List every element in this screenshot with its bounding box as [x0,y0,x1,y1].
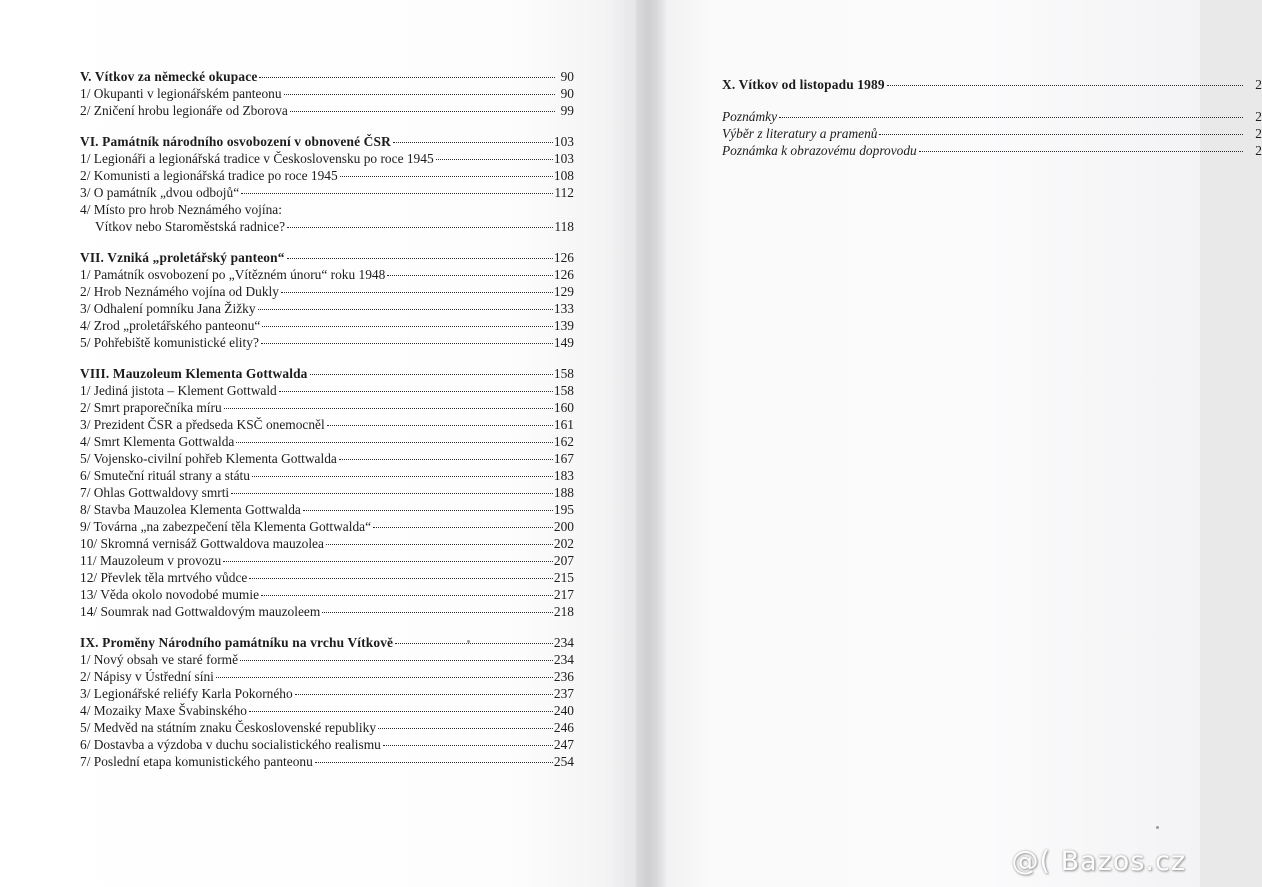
toc-page-number: 240 [553,703,574,718]
dot-leader [249,711,553,712]
toc-entry [80,85,574,102]
toc-entry-title: 6/ Smuteční rituál strany a státu [80,468,250,483]
toc-entry-title: 2/ Smrt praporečníka míru [80,400,222,415]
dot-leader [224,408,553,409]
dot-leader [373,527,553,528]
toc-entry [80,450,574,467]
toc-entry-title: 3/ Legionářské reliéfy Karla Pokorného [80,686,293,701]
toc-page-number: 247 [553,737,574,752]
toc-entry [80,651,574,668]
toc-chapter [80,634,574,651]
toc-page-number: 149 [553,335,574,350]
toc-page-number: 90 [560,69,574,84]
dot-leader [231,493,553,494]
toc-page-number: 129 [553,284,574,299]
toc-entry [80,102,574,119]
toc-entry-title: 11/ Mauzoleum v provozu [80,553,222,568]
toc-page-number: 246 [553,720,574,735]
toc-entry-title: 2/ Nápisy v Ústřední síni [80,669,214,684]
toc-chapter-title: VII. Vzniká „proletářský panteon“ [80,250,285,265]
toc-page-number: 207 [553,553,574,568]
toc-page-number: 236 [553,669,574,684]
toc-page-number: 162 [553,434,574,449]
dot-leader [249,578,553,579]
toc-entry-title: 1/ Památník osvobození po „Vítězném únoru“ roku 1948 [80,267,386,282]
toc-page-number: 118 [554,219,574,234]
dot-leader [295,694,553,695]
toc-entry-title: 1/ Legionáři a legionářská tradice v Československu po roce 1945 [80,151,434,166]
toc-page-number: 133 [553,301,574,316]
dot-leader [303,510,553,511]
dot-leader [887,85,1243,86]
toc-entry-title: 1/ Okupanti v legionářském panteonu [80,86,282,101]
toc-page-number: 200 [553,519,574,534]
toc-entry-title: 5/ Medvěd na státním znaku Československé republiky [80,720,377,735]
toc-entry-title: 5/ Pohřebiště komunistické elity? [80,335,259,350]
toc-page-number: 158 [553,366,574,381]
toc-entry [80,603,574,620]
toc-entry [80,535,574,552]
dot-leader [315,762,553,763]
toc-chapter-title: VIII. Mauzoleum Klementa Gottwalda [80,366,308,381]
toc-page-number: 2 [1255,77,1262,92]
dot-leader [310,374,553,375]
paper-speck [1156,826,1159,829]
toc-chapter [80,133,574,150]
toc-chapter [80,365,574,382]
toc-chapter-title: V. Vítkov za německé okupace [80,69,258,84]
toc-entry [80,218,574,235]
toc-entry-title: 7/ Ohlas Gottwaldovy smrti [80,485,230,500]
toc-entry-title: Vítkov nebo Staroměstská radnice? [95,219,286,234]
dot-leader [279,391,553,392]
toc-entry [80,569,574,586]
dot-leader [327,425,553,426]
toc-chapter [80,68,574,85]
toc-entry [80,484,574,501]
toc-entry [80,184,574,201]
toc-entry [80,702,574,719]
toc-chapter [80,249,574,266]
toc-page-number: 217 [553,587,574,602]
toc-chapter-title: IX. Proměny Národního památníku na vrchu Vítkově [80,635,394,650]
toc-entry-title: 5/ Vojensko-civilní pohřeb Klementa Gottwalda [80,451,337,466]
toc-entry-title: 13/ Věda okolo novodobé mumie [80,587,260,602]
toc-page-number: 183 [553,468,574,483]
paper-speck [467,640,470,643]
table-of-contents-left [80,68,574,770]
toc-note [722,142,1262,159]
dot-leader [252,476,553,477]
toc-page-number: 167 [553,451,574,466]
toc-entry [80,399,574,416]
toc-entry-title: 3/ O památník „dvou odbojů“ [80,185,240,200]
dot-leader [261,343,553,344]
toc-entry [80,283,574,300]
toc-entry-title: 14/ Soumrak nad Gottwaldovým mauzoleem [80,604,321,619]
dot-leader [241,193,553,194]
toc-page-number: 195 [553,502,574,517]
book-gutter [636,0,666,887]
toc-page-number: 254 [553,754,574,769]
dot-leader [240,660,553,661]
dot-leader [340,176,553,177]
dot-leader [779,117,1243,118]
toc-note-title: Výběr z literatury a pramenů [722,126,878,141]
toc-entry [80,586,574,603]
toc-entry [80,685,574,702]
toc-entry [80,518,574,535]
toc-note [722,108,1262,125]
toc-note [722,125,1262,142]
toc-entry [80,736,574,753]
toc-entry [80,501,574,518]
dot-leader [919,151,1243,152]
toc-page-number: 160 [553,400,574,415]
toc-entry [80,317,574,334]
toc-entry-title: 3/ Prezident ČSR a předseda KSČ onemocněl [80,417,325,432]
table-of-contents-right [722,76,1262,159]
toc-entry-title: 7/ Poslední etapa komunistického panteonu [80,754,313,769]
toc-page-number: 218 [553,604,574,619]
toc-page-number: 237 [553,686,574,701]
toc-page-number: 99 [560,103,574,118]
toc-page-number: 103 [553,151,574,166]
toc-entry [80,150,574,167]
dot-leader [287,227,553,228]
dot-leader [258,309,553,310]
toc-page-number: 215 [553,570,574,585]
toc-page-number: 2 [1255,109,1262,124]
toc-entry [80,433,574,450]
toc-page-number: 202 [553,536,574,551]
right-page [666,0,1262,887]
dot-leader [261,595,553,596]
toc-entry-title: 1/ Jediná jistota – Klement Gottwald [80,383,277,398]
dot-leader [322,612,553,613]
toc-entry-title: 4/ Zrod „proletářského panteonu“ [80,318,261,333]
toc-entry-title: 2/ Komunisti a legionářská tradice po roce 1945 [80,168,338,183]
dot-leader [262,326,553,327]
dot-leader [339,459,553,460]
toc-note-title: Poznámky [722,109,778,124]
toc-entry-title: 6/ Dostavba a výzdoba v duchu socialistického realismu [80,737,381,752]
toc-entry-title: 9/ Továrna „na zabezpečení těla Klementa Gottwalda“ [80,519,372,534]
toc-entry [80,719,574,736]
toc-page-number: 234 [553,635,574,650]
toc-page-number: 2 [1255,126,1262,141]
toc-entry-title: 10/ Skromná vernisáž Gottwaldova mauzolea [80,536,324,551]
dot-leader [326,544,553,545]
toc-entry [80,382,574,399]
dot-leader [281,292,553,293]
dot-leader [393,142,553,143]
toc-entry-title: 4/ Smrt Klementa Gottwalda [80,434,235,449]
toc-entry [80,467,574,484]
toc-page-number: 126 [553,267,574,282]
toc-entry [80,668,574,685]
toc-page-number: 188 [553,485,574,500]
dot-leader [259,77,555,78]
dot-leader [284,94,555,95]
toc-chapter-title: X. Vítkov od listopadu 1989 [722,77,885,92]
toc-chapter-title: VI. Památník národního osvobození v obnovené ČSR [80,134,391,149]
watermark-logo: @( Bazos.cz [1011,846,1186,877]
toc-entry [80,334,574,351]
toc-entry [80,753,574,770]
toc-entry [80,552,574,569]
toc-page-number: 103 [553,134,574,149]
toc-chapter [722,76,1262,93]
dot-leader [216,677,553,678]
dot-leader [378,728,553,729]
toc-entry-title: 2/ Hrob Neznámého vojína od Dukly [80,284,279,299]
toc-entry [80,201,574,218]
toc-page-number: 158 [553,383,574,398]
toc-entry-title: 4/ Mozaiky Maxe Švabinského [80,703,247,718]
toc-page-number: 234 [553,652,574,667]
dot-leader [223,561,553,562]
toc-entry-title: 4/ Místo pro hrob Neznámého vojína: [80,202,282,217]
toc-entry [80,416,574,433]
dot-leader [236,442,553,443]
toc-page-number: 126 [553,250,574,265]
dot-leader [287,258,553,259]
toc-entry-title: 2/ Zničení hrobu legionáře od Zborova [80,103,288,118]
dot-leader [387,275,553,276]
toc-entry-title: 12/ Převlek těla mrtvého vůdce [80,570,248,585]
toc-note-title: Poznámka k obrazovému doprovodu [722,143,917,158]
dot-leader [290,111,555,112]
toc-entry [80,167,574,184]
toc-page-number: 2 [1255,143,1262,158]
toc-page-number: 90 [560,86,574,101]
toc-entry [80,300,574,317]
toc-entry [80,266,574,283]
dot-leader [395,643,553,644]
toc-entry-title: 1/ Nový obsah ve staré formě [80,652,239,667]
dot-leader [436,159,553,160]
dot-leader [383,745,553,746]
toc-page-number: 139 [553,318,574,333]
toc-entry-title: 8/ Stavba Mauzolea Klementa Gottwalda [80,502,301,517]
toc-page-number: 161 [553,417,574,432]
toc-entry-title: 3/ Odhalení pomníku Jana Žižky [80,301,256,316]
toc-page-number: 112 [554,185,574,200]
toc-page-number: 108 [553,168,574,183]
dot-leader [879,134,1243,135]
